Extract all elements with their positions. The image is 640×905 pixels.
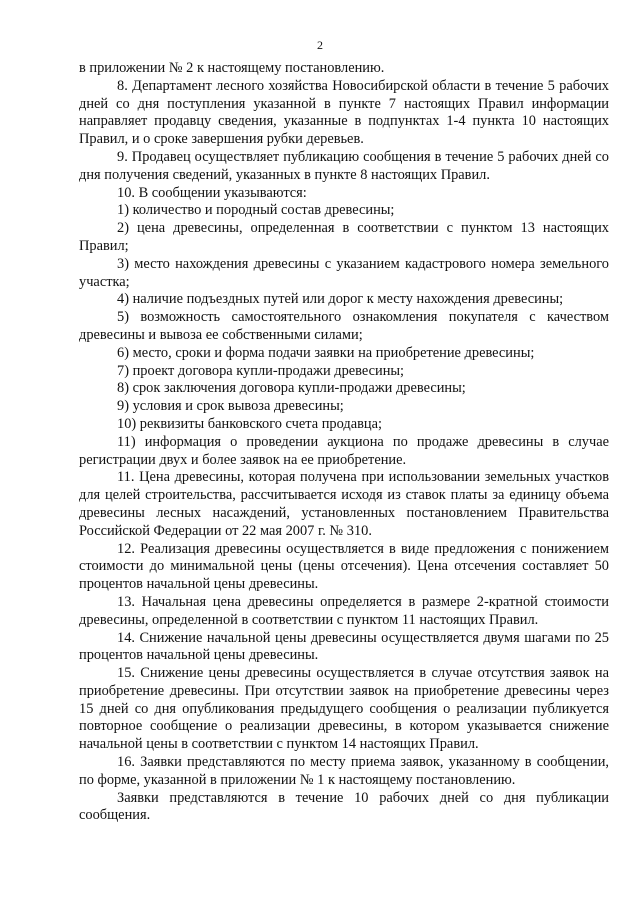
subitem-2: 2) цена древесины, определенная в соответствии с пунктом 13 настоящих Правил; [79,220,609,254]
subitem-11: 11) информация о проведении аукциона по продаже древесины в случае регистрации двух и более заявок на ее приобретение. [79,433,609,468]
paragraph-item-9: 9. Продавец осуществляет публикацию сообщения в течение 5 рабочих дней со дня получения сведений, указанных в пункте 8 настоящих Правил. [79,148,609,183]
paragraph-item-15: 15. Снижение цены древесины осуществляется в случае отсутствия заявок на приобретение древесины. При отсутствии заявок на приобретение древесины через 15 дней со дня опубликования предыдущего сообщения о реализации публикуется повторное сообщение о реализации древесины, в котором указывается снижение начальной цены в соответствии с пунктом 14 настоящих Правил. [79,665,609,753]
subitem-9: 9) условия и срок вывоза древесины; [117,398,344,415]
paragraph-item-11: 11. Цена древесины, которая получена при использовании земельных участков для целей строительства, рассчитывается исходя из ставок платы за единицу объема древесины лесных насаждений, установленных постановлением Правительства Российской Федерации от 22 мая 2007 г. № 310. [79,469,609,539]
paragraph-item-10: 10. В сообщении указываются: [117,184,307,201]
subitem-3: 3) место нахождения древесины с указанием кадастрового номера земельного участка; [79,255,609,290]
page-number: 2 [317,38,323,52]
subitem-10: 10) реквизиты банковского счета продавца; [117,415,382,432]
paragraph-item-8: 8. Департамент лесного хозяйства Новосибирской области в течение 5 рабочих дней со дня поступления указанной в пункте 7 настоящих Правил информации направляет продавцу сведения, указанные в подпунктах 1-4 пункта 10 настоящих Правил, и о сроке завершения рубки деревьев. [79,77,609,148]
document-body [79,60,609,825]
paragraph-item-12: 12. Реализация древесины осуществляется в виде предложения с понижением стоимости до минимальной цены (цены отсечения). Цена отсечения составляет 50 процентов начальной цены древесины. [79,540,609,593]
paragraph-item-13: 13. Начальная цена древесины определяется в размере 2-кратной стоимости древесины, определенной в соответствии с пунктом 11 настоящих Правил. [79,593,609,628]
subitem-5: 5) возможность самостоятельного ознакомления покупателя с качеством древесины и вывоза ее собственными силами; [79,309,609,343]
subitem-6: 6) место, сроки и форма подачи заявки на приобретение древесины; [117,344,535,361]
subitem-8: 8) срок заключения договора купли-продажи древесины; [117,380,466,397]
paragraph-item-14: 14. Снижение начальной цены древесины осуществляется двумя шагами по 25 процентов начальной цены древесины. [79,629,609,664]
subitem-7: 7) проект договора купли-продажи древесины; [117,362,405,379]
paragraph-continuation: в приложении № 2 к настоящему постановлению. [79,60,385,76]
subitem-4: 4) наличие подъездных путей или дорог к месту нахождения древесины; [117,291,564,308]
subitem-1: 1) количество и породный состав древесины; [117,202,395,219]
paragraph-applications-deadline: Заявки представляются в течение 10 рабочих дней со дня публикации сообщения. [79,789,609,824]
paragraph-item-16: 16. Заявки представляются по месту приема заявок, указанному в сообщении, по форме, указанной в приложении № 1 к настоящему постановлению. [79,754,609,788]
